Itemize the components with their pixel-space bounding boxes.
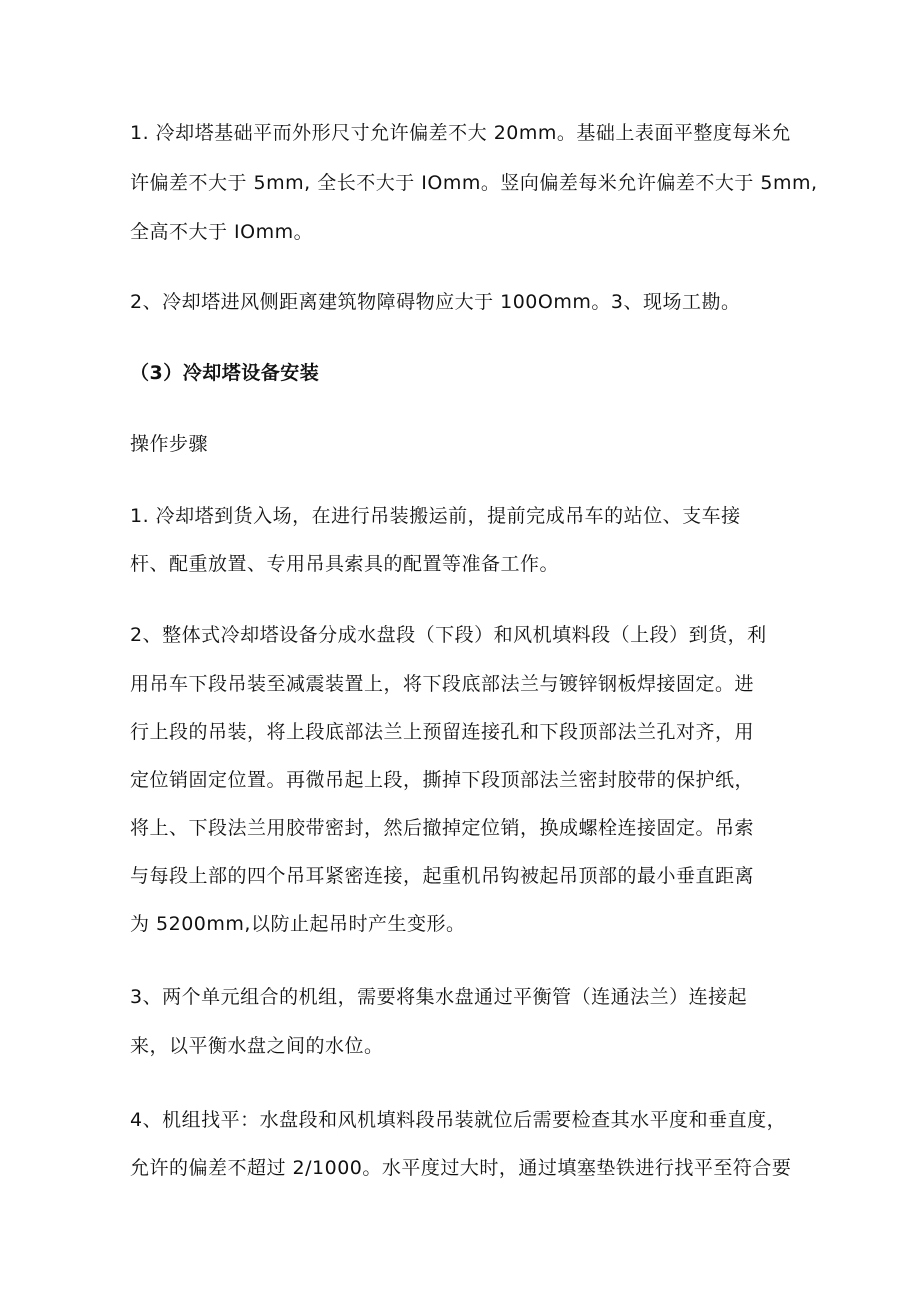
text-line: 用吊车下段吊装至减震装置上，将下段底部法兰与镀锌钢板焊接固定。进 <box>130 673 755 695</box>
text-line: 许偏差不大于 5mm, 全长不大于 IOmm。竖向偏差每米允许偏差不大于 5mm, <box>130 172 818 194</box>
text-line: 与每段上部的四个吊耳紧密连接，起重机吊钩被起吊顶部的最小垂直距离 <box>130 865 755 887</box>
text-line: 来，以平衡水盘之间的水位。 <box>130 1035 384 1057</box>
text-line: 全高不大于 IOmm。 <box>130 221 314 243</box>
text-line: 1. 冷却塔到货入场，在进行吊装搬运前，提前完成吊车的站位、支车接 <box>130 505 741 527</box>
text-line: 将上、下段法兰用胶带密封，然后撤掉定位销，换成螺栓连接固定。吊索 <box>130 817 755 839</box>
text-line: 1. 冷却塔基础平而外形尺寸允许偏差不大 20mm。基础上表面平整度每米允 <box>130 122 791 144</box>
text-line: 4、机组找平：水盘段和风机填料段吊装就位后需要检查其水平度和垂直度， <box>130 1109 787 1131</box>
text-line: 2、冷却塔进风侧距离建筑物障碍物应大于 100Omm。3、现场工勘。 <box>130 291 741 313</box>
text-line: 允许的偏差不超过 2/1000。水平度过大时，通过填塞垫铁进行找平至符合要 <box>130 1157 792 1179</box>
subheading-operation-steps: 操作步骤 <box>130 433 209 455</box>
text-line: 2、整体式冷却塔设备分成水盘段（下段）和风机填料段（上段）到货，利 <box>130 624 767 646</box>
section-heading: （3）冷却塔设备安装 <box>130 362 320 384</box>
text-line: 行上段的吊装，将上段底部法兰上预留连接孔和下段顶部法兰孔对齐，用 <box>130 721 755 743</box>
text-line: 3、两个单元组合的机组，需要将集水盘通过平衡管（连通法兰）连接起 <box>130 986 748 1008</box>
text-line: 为 5200mm,以防止起吊时产生变形。 <box>130 913 466 935</box>
text-line: 定位销固定位置。再微吊起上段，撕掉下段顶部法兰密封胶带的保护纸， <box>130 769 755 791</box>
text-line: 杆、配重放置、专用吊具索具的配置等准备工作。 <box>130 553 560 575</box>
